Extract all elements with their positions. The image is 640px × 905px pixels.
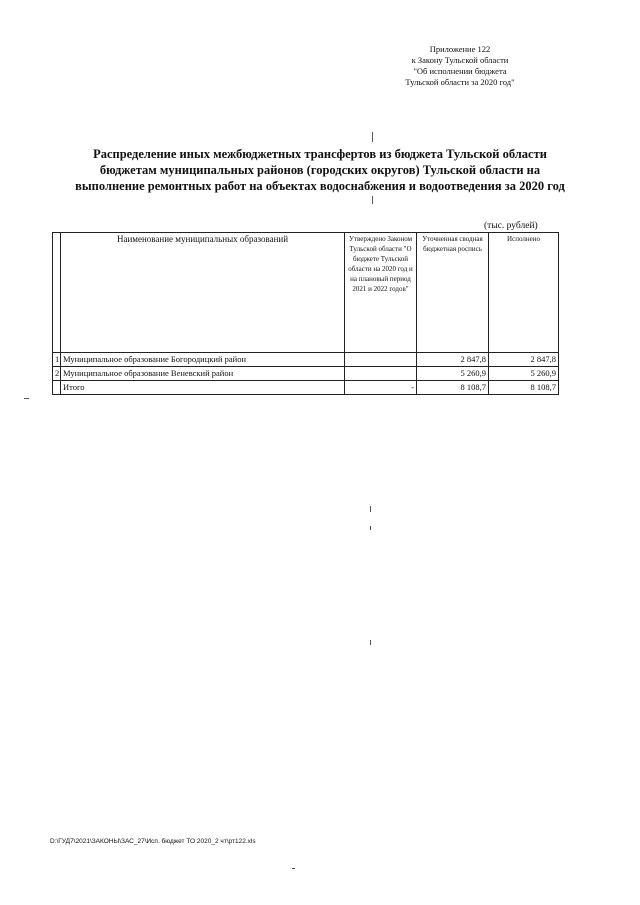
title-line-3: выполнение ремонтных работ на объектах водоснабжения и водоотведения за 2020 год: [75, 179, 565, 193]
scan-speck: [372, 132, 373, 142]
title-line-2: бюджетам муниципальных районов (городских округов) Тульской области на: [99, 163, 541, 177]
row-executed: 2 847,8: [489, 353, 559, 367]
appendix-line-3: "Об исполнении бюджета: [413, 66, 507, 76]
row-approved: [345, 367, 417, 381]
table-header-row: [53, 233, 559, 353]
appendix-line-4: Тульской области за 2020 год": [405, 77, 515, 87]
scan-speck: [292, 868, 295, 869]
units-label: (тыс. рублей): [484, 221, 538, 231]
appendix-line-1: Приложение 122: [429, 44, 491, 54]
total-refined: 8 108,7: [417, 381, 489, 395]
header-executed: Исполнено: [489, 233, 559, 353]
table-row: [53, 353, 559, 367]
appendix-line-2: к Закону Тульской области: [411, 55, 509, 65]
appendix-header: [380, 44, 540, 88]
row-name: Муниципальное образование Веневский район: [61, 367, 345, 381]
row-executed: 5 260,9: [489, 367, 559, 381]
table-total-row: [53, 381, 559, 395]
scan-speck: [370, 506, 371, 512]
total-executed: 8 108,7: [489, 381, 559, 395]
scan-speck: [372, 196, 373, 204]
scan-speck: [370, 640, 371, 645]
row-refined: 2 847,8: [417, 353, 489, 367]
row-name: Муниципальное образование Богородицкий район: [61, 353, 345, 367]
total-num: [53, 381, 61, 395]
row-refined: 5 260,9: [417, 367, 489, 381]
document-title: [50, 146, 590, 194]
scan-speck: [24, 398, 29, 399]
total-approved: -: [345, 381, 417, 395]
total-name: Итого: [61, 381, 345, 395]
table-row: [53, 367, 559, 381]
header-approved: Утверждено Законом Тульской области "О бюджете Тульской области на 2020 год и на плановый период 2021 и 2022 годов": [345, 233, 417, 353]
header-refined: Уточненная сводная бюджетная роспись: [417, 233, 489, 353]
header-name: Наименование муниципальных образований: [61, 233, 345, 353]
title-line-1: Распределение иных межбюджетных трансфертов из бюджета Тульской области: [93, 147, 547, 161]
scan-speck: [370, 526, 371, 530]
transfers-table: [52, 232, 559, 395]
row-num: 2: [53, 367, 61, 381]
header-num-cell: [53, 233, 61, 353]
file-path-footer: D:\ГУД7\2021\ЗАКОНЫ\ЗАС_27\Исп. бюджет ТО 2020_2 чт\рт122.xls: [50, 838, 256, 845]
row-num: 1: [53, 353, 61, 367]
row-approved: [345, 353, 417, 367]
